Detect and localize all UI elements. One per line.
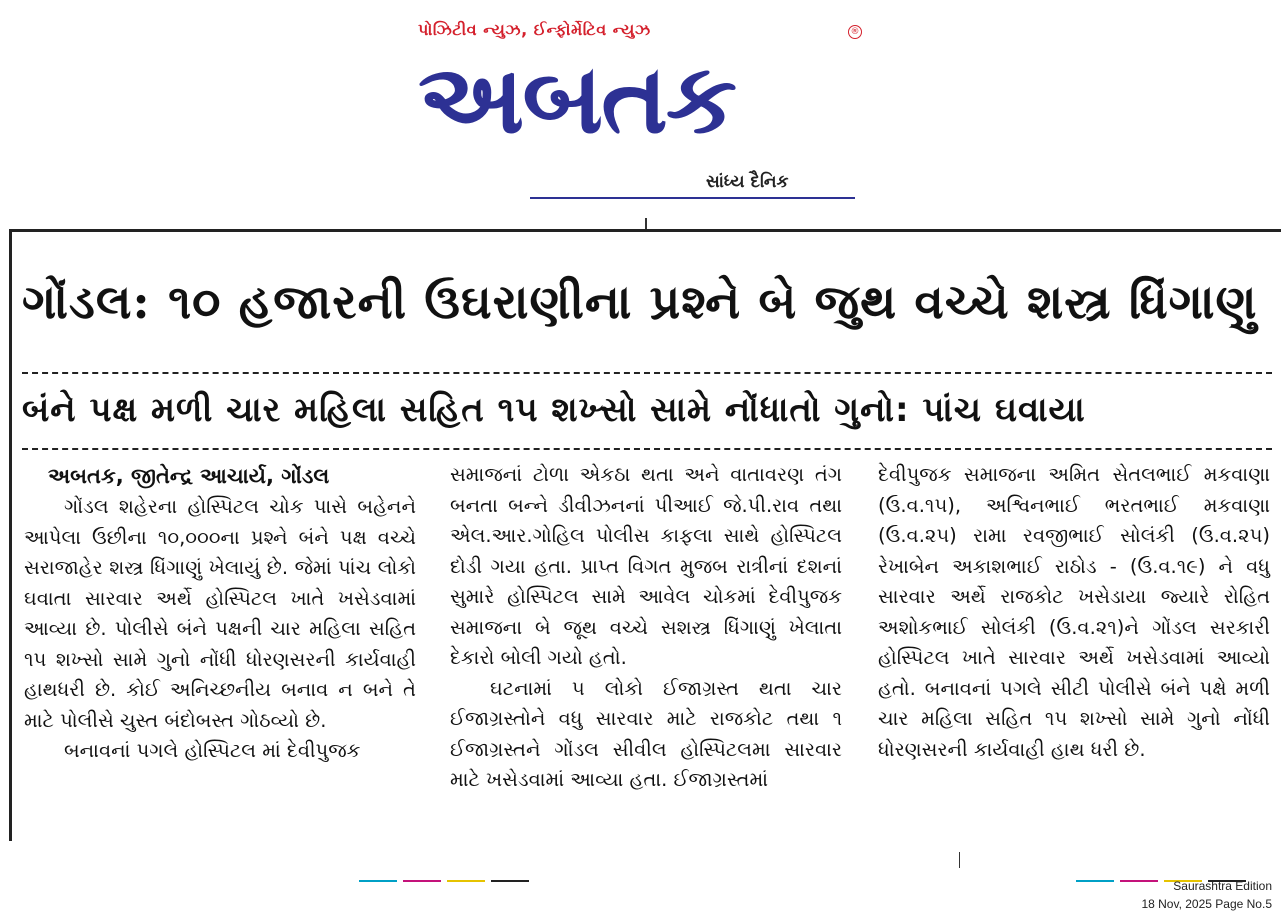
registration-marks-right (1076, 867, 1252, 870)
masthead-tagline: પોઝિટીવ ન્યુઝ, ઈન્ફોર્મેટિવ ન્યુઝ (418, 20, 651, 39)
registration-swatch (403, 880, 441, 882)
logo-underline (530, 197, 855, 199)
article-headline: ગોંડલ: ૧૦ હજારની ઉઘરાણીના પ્રશ્ને બે જુથ વચ્ચે શસ્ત્ર ધિંગાણુ (22, 275, 1258, 330)
article-byline: અબતક, જીતેન્દ્ર આચાર્ય, ગોંડલ (48, 464, 330, 488)
edition-date-page: 18 Nov, 2025 Page No.5 (1141, 897, 1272, 911)
registration-swatch (491, 880, 529, 882)
masthead (0, 0, 1281, 215)
article-subheadline: બંને પક્ષ મળી ચાર મહિલા સહિત ૧૫ શખ્સો સામે નોંધાતો ગુનો: પાંચ ઘવાયા (22, 390, 1086, 430)
paragraph: સમાજનાં ટોળા એકઠા થતા અને વાતાવરણ તંગ બનતા બન્ને ડીવીઝનનાં પીઆઈ જે.પી.રાવ તથા એલ.આર.ગોહિલ પોલીસ કાફલા સાથે હોસ્પિટલ દોડી ગયા હતા. પ્રાપ્ત વિગત મુજબ રાત્રીનાં દશનાં સુમારે હોસ્પિટલ સામે આવેલ ચોકમાં દેવીપુજક સમાજના બે જૂથ વચ્ચે સશસ્ત્ર ધિંગાણું ખેલાતા દેકારો બોલી ગયો હતો. (450, 463, 842, 669)
newspaper-logo: અબતક (418, 43, 735, 155)
crop-mark-bottom (959, 852, 960, 868)
article-column-2 (450, 460, 842, 796)
subheadline-divider (22, 448, 1272, 450)
edition-info (1141, 877, 1272, 913)
article-frame-left (9, 229, 12, 841)
headline-divider (22, 372, 1272, 374)
article-frame-top (9, 229, 1281, 232)
edition-name: Saurashtra Edition (1173, 879, 1272, 893)
registration-swatch (447, 880, 485, 882)
paragraph: ગોંડલ શહેરના હોસ્પિટલ ચોક પાસે બહેનને આપેલા ઉછીના ૧૦,૦૦૦ના પ્રશ્ને બંને પક્ષ વચ્ચે સરાજાહેર શસ્ત્ર ધિંગાણું ખેલાયું છે. જેમાં પાંચ લોકો ઘવાતા સારવાર અર્થે હોસ્પિટલ ખાતે ખસેડવામાં આવ્યા છે. પોલીસે બંને પક્ષની ચાર મહિલા સહિત ૧૫ શખ્સો સામે ગુનો નોંધી ધોરણસરની કાર્યવાહી હાથધરી છે. કોઈ અનિચ્છનીય બનાવ ન બને તે માટે પોલીસે ચુસ્ત બંદોબસ્ત ગોઠવ્યો છે. (24, 495, 416, 732)
article-column-1 (24, 460, 416, 767)
registration-swatch (1076, 880, 1114, 882)
article-column-3 (878, 460, 1270, 765)
registration-marks-left (359, 867, 535, 870)
paragraph: ઘટનામાં ૫ લોકો ઈજાગ્રસ્ત થતા ચાર ઈજાગ્રસ્તોને વધુ સારવાર માટે રાજકોટ તથા ૧ ઈજાગ્રસ્તને ગોંડલ સીવીલ હોસ્પિટલમા સારવાર માટે ખસેડવામાં આવ્યા હતા. ઈજાગ્રસ્તમાં (450, 676, 842, 791)
registration-swatch (359, 880, 397, 882)
paragraph: બનાવનાં પગલે હોસ્પિટલ માં દેવીપુજક (64, 739, 361, 762)
paragraph: દેવીપુજક સમાજના અમિત સેતલભાઈ મકવાણા (ઉ.વ.૧૫), અશ્વિનભાઈ ભરતભાઈ મકવાણા (ઉ.વ.૨૫) રામા રવજીભાઈ સોલંકી (ઉ.વ.૨૫) રેખાબેન અકાશભાઈ રાઠોડ - (ઉ.વ.૧૯) ને વધુ સારવાર અર્થે રાજકોટ ખસેડાયા જ્યારે રોહિત અશોકભાઈ સોલંકી (ઉ.વ.૨૧)ને ગોંડલ સરકારી હોસ્પિટલ ખાતે સારવાર અર્થે ખસેડવામાં આવ્યો હતો. બનાવનાં પગલે સીટી પોલીસે બંને પક્ષે મળી ચાર મહિલા સહિત ૧૫ શખ્સો સામે ગુનો નોંધી ધોરણસરની કાર્યવાહી હાથ ધરી છે. (878, 463, 1270, 761)
logo-subtitle: સાંધ્ય દૈનિક (706, 172, 789, 192)
registered-mark: ® (848, 25, 862, 39)
